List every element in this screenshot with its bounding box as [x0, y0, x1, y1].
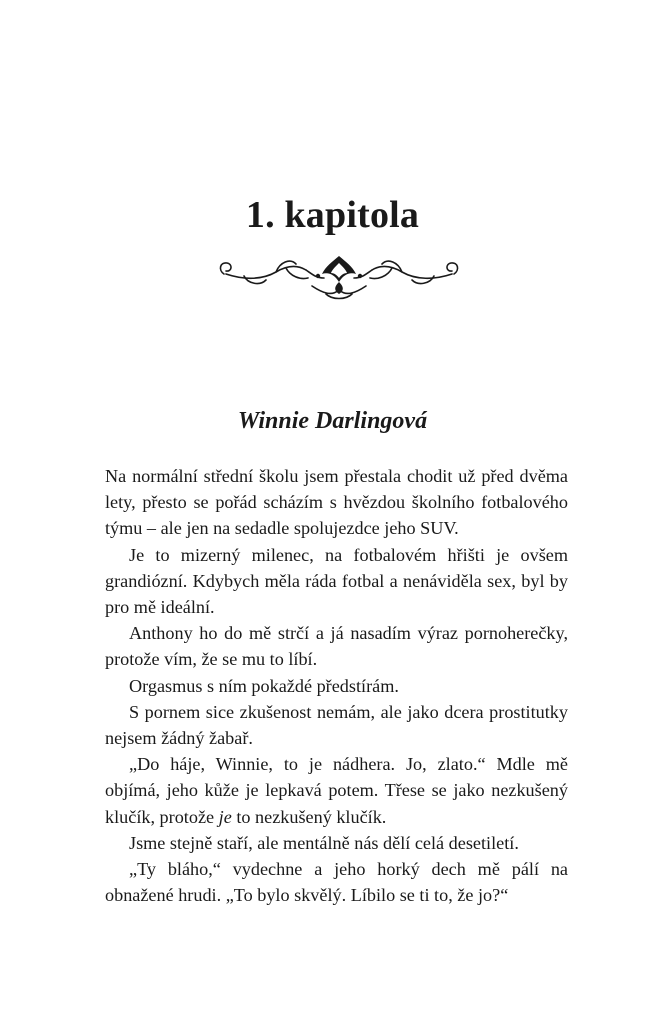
- chapter-title: 1. kapitola: [245, 194, 420, 236]
- paragraph: Na normální střední školu jsem přestala chodit už před dvěma lety, přesto se pořád scházím s hvězdou školního fotbalového týmu – ale jen na sedadle spolujezdce jeho SUV.: [105, 466, 568, 539]
- emphasized-word: je: [218, 806, 232, 827]
- paragraph: Je to mizerný milenec, na fotbalovém hřišti je ovšem grandiózní. Kdybych měla ráda fotbal a nenáviděla sex, byl by pro mě ideální.: [105, 544, 568, 618]
- body-text: [105, 463, 568, 908]
- paragraph-with-emphasis: [105, 751, 568, 830]
- paragraph-tail: to nezkušený klučík.: [231, 806, 387, 827]
- section-title: Winnie Darlingová: [237, 408, 428, 434]
- paragraph: Anthony ho do mě strčí a já nasadím výraz pornoherečky, protože vím, že se mu to líbí.: [105, 623, 568, 670]
- paragraph: Orgasmus s ním pokaždé předstírám.: [129, 675, 399, 696]
- paragraph: „Ty bláho,“ vydechne a jeho horký dech mě pálí na obnažené hrudi. „To bylo skvělý. Líbilo se ti to, že jo?“: [105, 859, 568, 906]
- flourish-ornament-icon: [214, 250, 464, 302]
- paragraph-lead: „Do háje, Winnie, to je nádhera. Jo, zlato.“ Mdle mě objímá, jeho kůže je lepkavá potem. Třese se jako nezkušený klučík, protože: [105, 754, 568, 827]
- paragraph: S pornem sice zkušenost nemám, ale jako dcera prostitutky nejsem žádný žabař.: [105, 701, 568, 749]
- paragraph: Jsme stejně staří, ale mentálně nás dělí celá desetiletí.: [129, 832, 519, 853]
